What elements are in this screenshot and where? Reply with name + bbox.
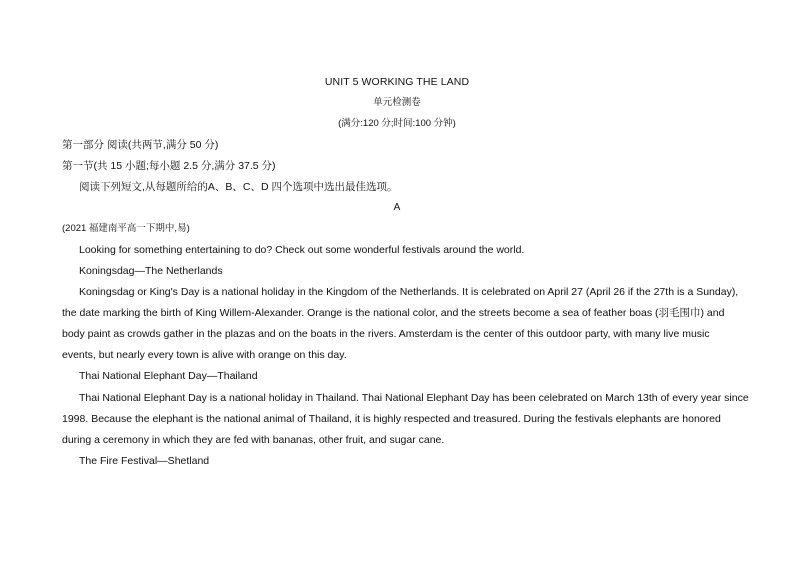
section-heading: 第一节(共 15 小题;每小题 2.5 分,满分 37.5 分)	[62, 160, 276, 172]
passage-intro: Looking for something entertaining to do? Check out some wonderful festivals around the world.	[79, 244, 525, 256]
paragraph-koningsdag-line-4: events, but nearly every town is alive with orange on this day.	[62, 349, 347, 361]
festival-heading-fire-festival: The Fire Festival—Shetland	[79, 455, 210, 467]
unit-title: UNIT 5 WORKING THE LAND	[324, 76, 470, 88]
passage-letter: A	[393, 202, 401, 213]
paragraph-koningsdag-line-1: Koningsdag or King's Day is a national holiday in the Kingdom of the Netherlands. It is celebrated on April 27 (April 26 if the 27th is a Sunday),	[79, 286, 739, 298]
paragraph-koningsdag-line-3: body paint as crowds gather in the plazas and on the boats in the rivers. Amsterdam is the center of this outdoor party, with many live music	[62, 328, 710, 340]
paragraph-elephant-day-line-2: 1998. Because the elephant is the national animal of Thailand, it is highly respected and treasured. During the festivals elephants are honored	[62, 413, 721, 425]
passage-source: (2021 福建南平高一下期中,易)	[62, 223, 190, 234]
festival-heading-elephant-day: Thai National Elephant Day—Thailand	[79, 370, 258, 382]
festival-heading-koningsdag: Koningsdag—The Netherlands	[79, 265, 223, 277]
instructions-text: 阅读下列短文,从每题所给的A、B、C、D 四个选项中选出最佳选项。	[79, 181, 398, 193]
paragraph-elephant-day-line-1: Thai National Elephant Day is a national holiday in Thailand. Thai National Elephant Day has been celebrated on March 13th of every year since	[79, 392, 749, 404]
paragraph-koningsdag-line-2: the date marking the birth of King Willem-Alexander. Orange is the national color, and the streets become a sea of feather boas (羽毛围巾) and	[62, 307, 725, 319]
part-heading: 第一部分 阅读(共两节,满分 50 分)	[62, 139, 219, 151]
score-time-info: (满分:120 分;时间:100 分钟)	[338, 118, 456, 129]
unit-subtitle: 单元检测卷	[373, 97, 421, 108]
paragraph-elephant-day-line-3: during a ceremony in which they are fed with bananas, other fruit, and sugar cane.	[62, 434, 445, 446]
